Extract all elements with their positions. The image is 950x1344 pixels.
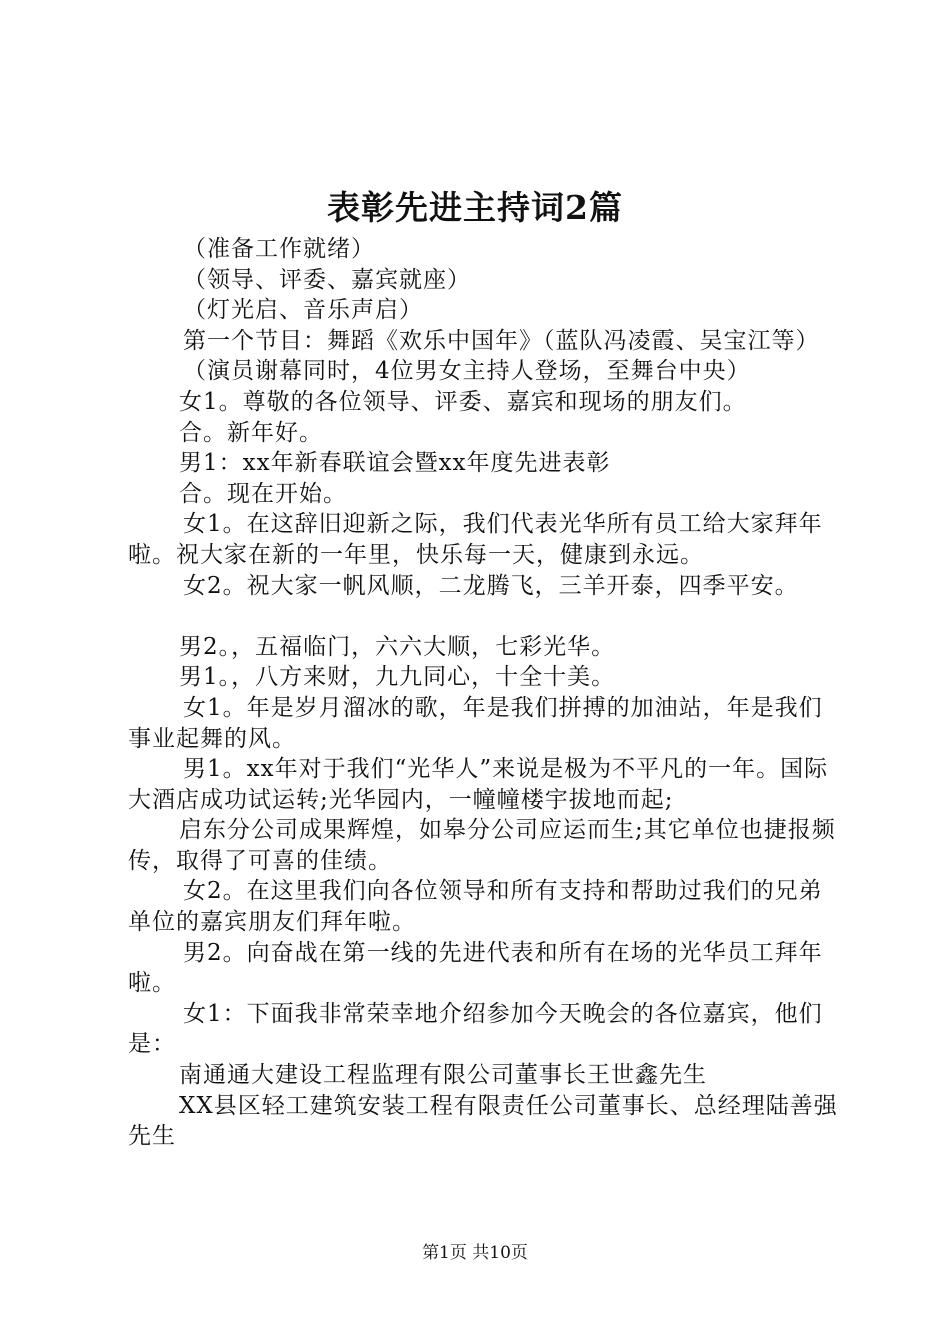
document-title: 表彰先进主持词2篇 [327, 188, 623, 227]
paragraph: 女1。尊敬的各位领导、评委、嘉宾和现场的朋友们。 [179, 388, 747, 415]
paragraph: 男2。，五福临门，六六大顺，七彩光华。 [179, 633, 616, 660]
paragraph: 男1。，八方来财，九九同心，十全十美。 [179, 664, 616, 691]
paragraph: （灯光启、音乐声启） [183, 297, 423, 324]
paragraph: 女1。年是岁月溜冰的歌，年是我们拼搏的加油站，年是我们事业起舞的风。 [128, 694, 823, 752]
paragraph: 南通通大建设工程监理有限公司董事长王世鑫先生 [179, 1062, 707, 1089]
paragraph: （领导、评委、嘉宾就座） [183, 266, 471, 293]
document-body [128, 234, 840, 1152]
paragraph: 男1。xx年对于我们“光华人”来说是极为不平凡的一年。国际大酒店成功试运转;光华园内，一幢幢楼宇拔地而起; [128, 756, 829, 813]
paragraph: 第一个节目：舞蹈《欢乐中国年》（蓝队冯凌霞、吴宝江等） [183, 327, 820, 354]
paragraph: 合。新年好。 [179, 419, 323, 446]
paragraph: 男1：xx年新春联谊会暨xx年度先进表彰 [179, 450, 611, 477]
paragraph: 男2。向奋战在第一线的先进代表和所有在场的光华员工拜年啦。 [128, 939, 823, 997]
paragraph: 合。现在开始。 [179, 480, 347, 507]
paragraph: 女2。祝大家一帆风顺，二龙腾飞，三羊开泰，四季平安。 [183, 572, 799, 599]
paragraph: （准备工作就绪） [183, 236, 375, 262]
paragraph: XX县区轻工建筑安装工程有限责任公司董事长、总经理陆善强先生 [128, 1092, 838, 1150]
page-number-footer: 第1页 共10页 [422, 1243, 528, 1263]
paragraph: 启东分公司成果辉煌，如皋分公司应运而生;其它单位也捷报频传，取得了可喜的佳绩。 [128, 817, 836, 874]
paragraph: 女1：下面我非常荣幸地介绍参加今天晚会的各位嘉宾，他们是： [128, 1000, 823, 1058]
paragraph: 女2。在这里我们向各位领导和所有支持和帮助过我们的兄弟单位的嘉宾朋友们拜年啦。 [128, 878, 823, 936]
paragraph-gap [128, 601, 840, 632]
paragraph: 女1。在这辞旧迎新之际，我们代表光华所有员工给大家拜年啦。祝大家在新的一年里，快乐每一天，健康到永远。 [128, 511, 823, 568]
paragraph: （演员谢幕同时，4位男女主持人登场，至舞台中央） [183, 358, 751, 385]
